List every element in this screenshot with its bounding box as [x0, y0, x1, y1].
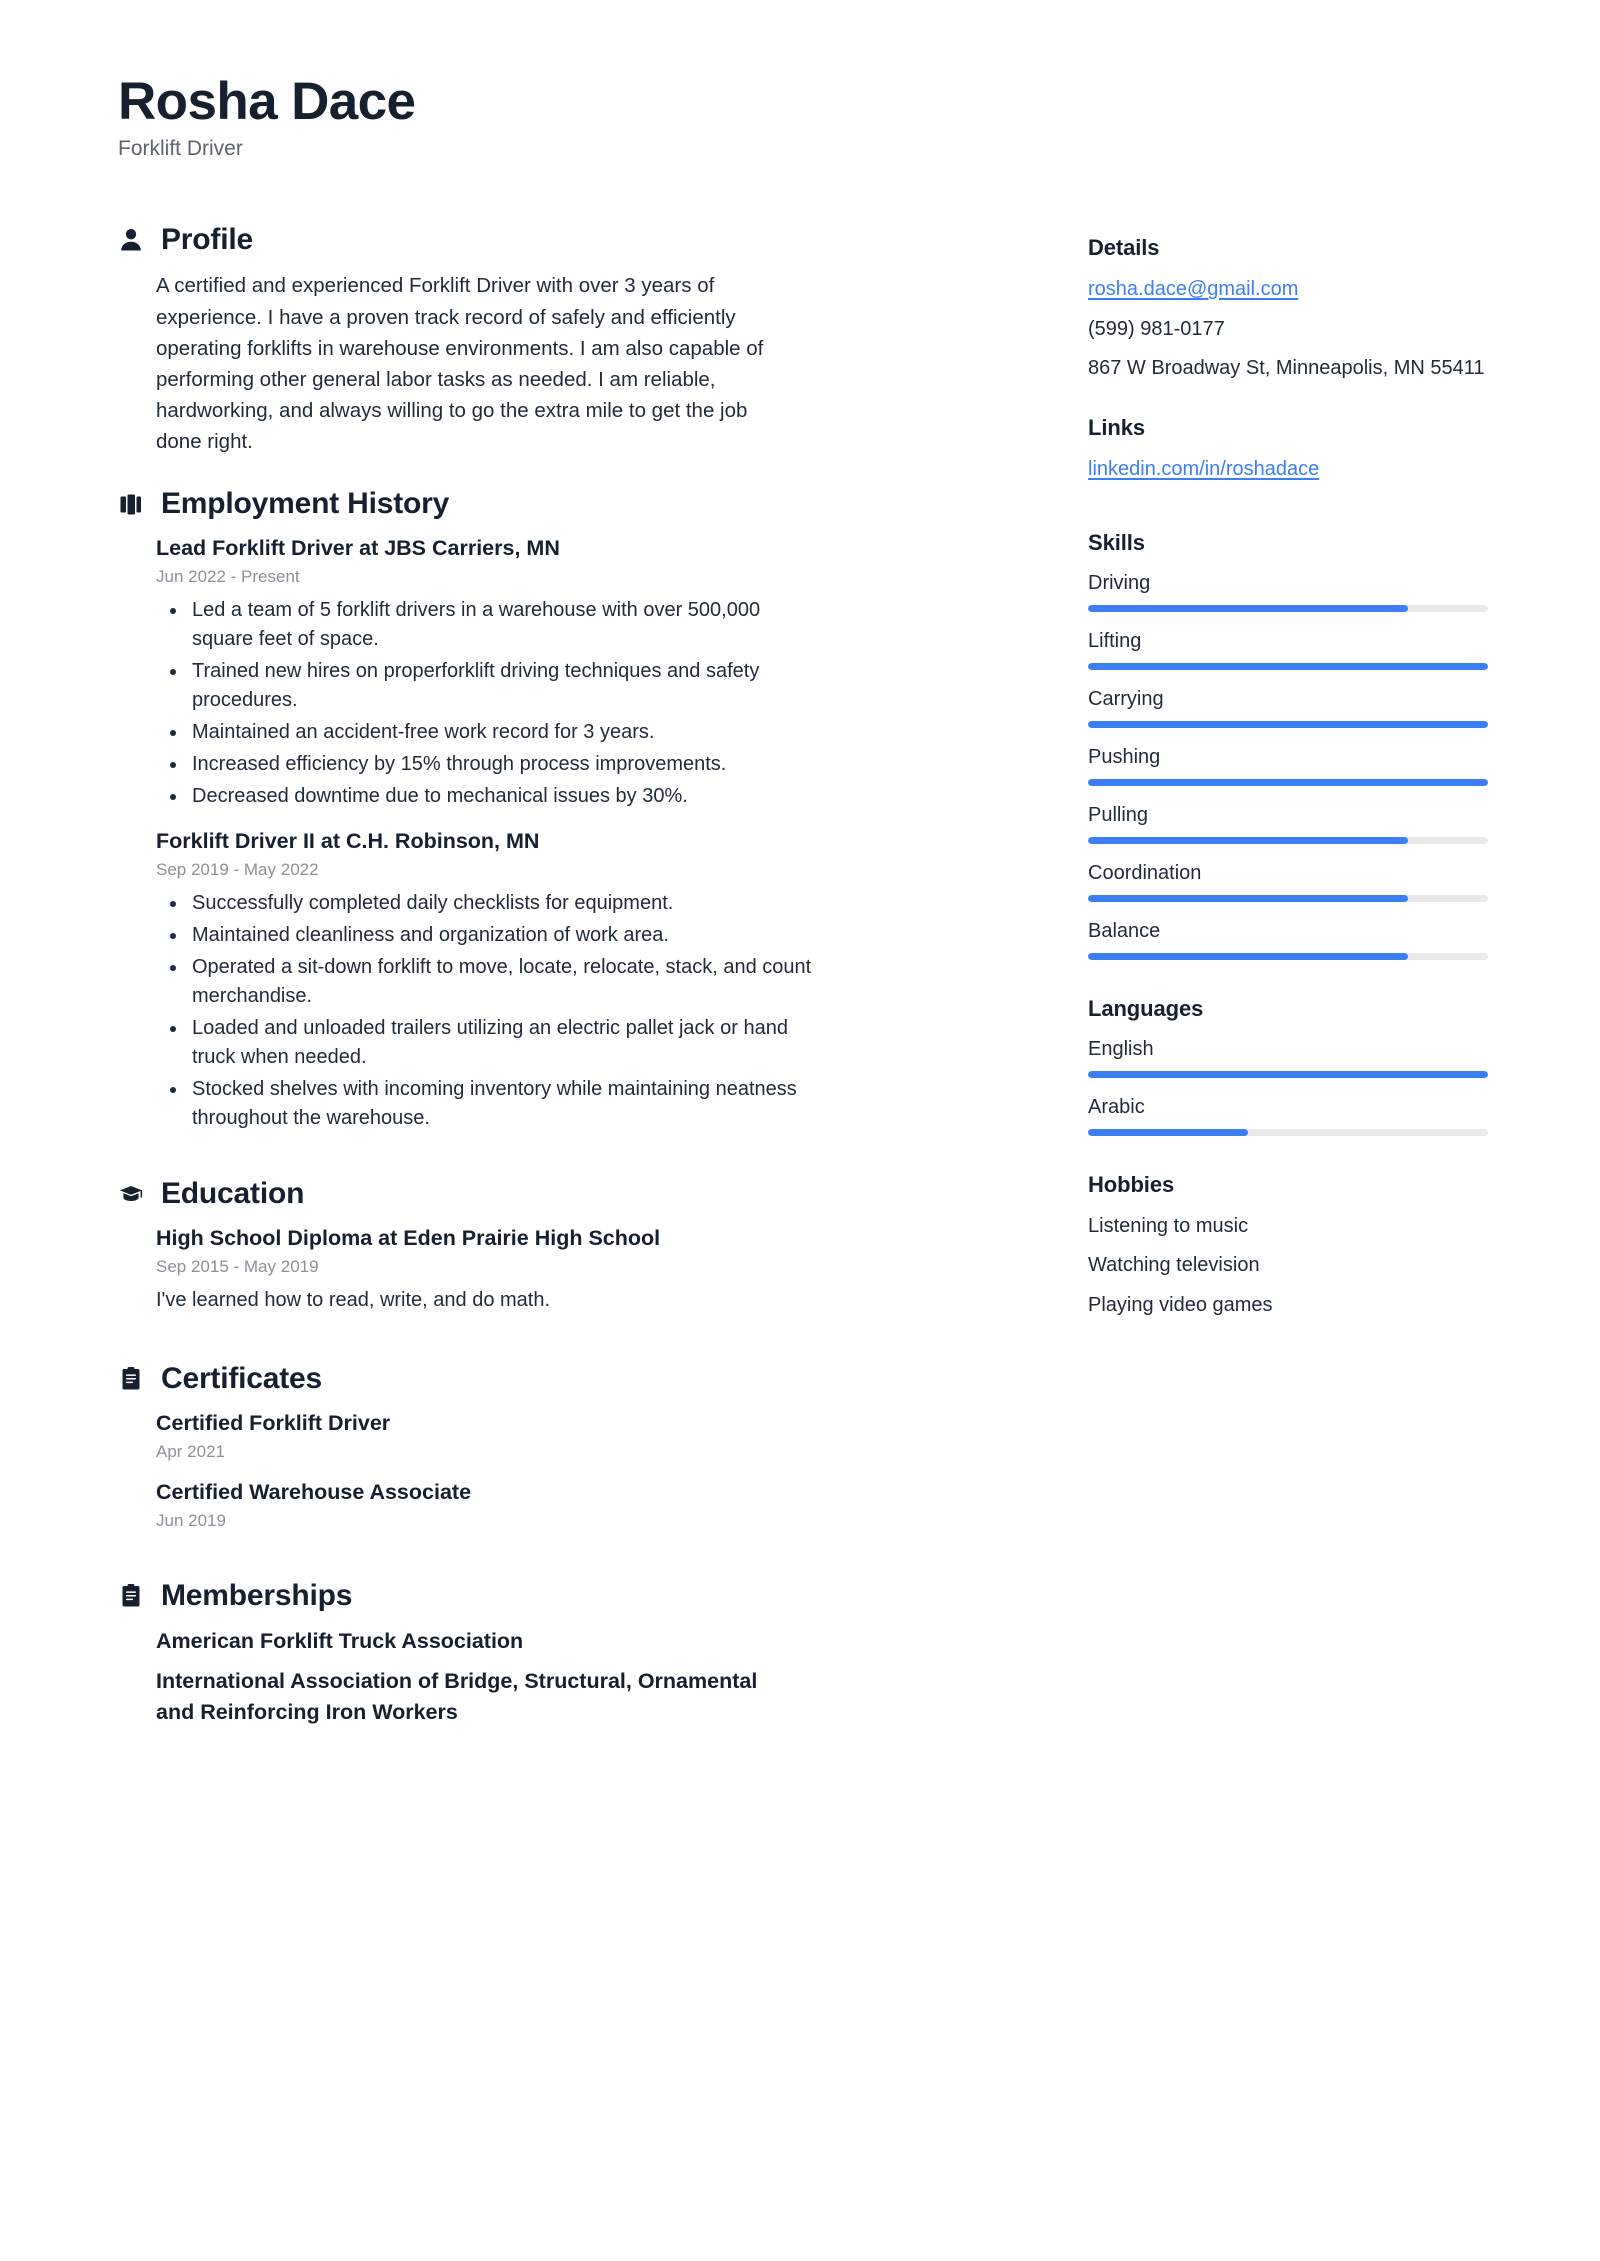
skill-bar-track	[1088, 605, 1488, 612]
skill-bar-track	[1088, 663, 1488, 670]
sidebar-section-skills	[1088, 530, 1488, 960]
section-employment-history	[118, 487, 1028, 1133]
skill-label: Pulling	[1088, 803, 1149, 826]
certificate-entry	[118, 1409, 1028, 1464]
resume-header	[118, 72, 1504, 161]
employment-date: Sep 2019 - May 2022	[156, 860, 319, 880]
skill-bar-track	[1088, 721, 1488, 728]
skill-bar-fill	[1088, 663, 1488, 670]
section-title-employment: Employment History	[161, 487, 450, 521]
job-title-subtitle: Forklift Driver	[118, 137, 243, 161]
sidebar-title-hobbies: Hobbies	[1088, 1171, 1175, 1197]
certificate-date: Apr 2021	[156, 1441, 225, 1461]
sidebar-title-languages: Languages	[1088, 995, 1204, 1021]
skill-label: Balance	[1088, 919, 1161, 942]
sidebar-section-links	[1088, 415, 1488, 494]
language-label: English	[1088, 1037, 1154, 1060]
skill-bar-track	[1088, 779, 1488, 786]
language-label: Arabic	[1088, 1095, 1145, 1118]
skill-item	[1088, 802, 1488, 844]
sidebar-title-details: Details	[1088, 235, 1160, 261]
list-item: Trained new hires on properforklift driving techniques and safety procedures.	[156, 657, 814, 715]
email-link[interactable]: rosha.dace@gmail.com	[1088, 278, 1299, 301]
employment-list	[118, 534, 1028, 1133]
education-date: Sep 2015 - May 2019	[156, 1257, 319, 1277]
skill-bar-track	[1088, 837, 1488, 844]
employment-bullets	[118, 596, 1028, 811]
resume-body	[118, 223, 1504, 1757]
person-icon	[118, 227, 144, 253]
language-bar-track	[1088, 1129, 1488, 1136]
sidebar-section-languages	[1088, 996, 1488, 1136]
profile-text: A certified and experienced Forklift Driver with over 3 years of experience. I have a proven track record of safely and efficiently operating forklifts in warehouse environments. I am also capable of performing other general labor tasks as needed. I am reliable, hardworking, and always willing to go the extra mile to get the job done right.	[156, 274, 764, 454]
skill-bar-fill	[1088, 953, 1408, 960]
page-title: Rosha Dace	[118, 72, 416, 131]
skill-bar-fill	[1088, 895, 1408, 902]
skill-item	[1088, 918, 1488, 960]
section-certificates	[118, 1362, 1028, 1533]
sidebar-title-skills: Skills	[1088, 529, 1145, 555]
language-bar-fill	[1088, 1071, 1488, 1078]
section-title-education: Education	[161, 1177, 305, 1211]
employment-entry	[118, 827, 1028, 1133]
skill-bar-fill	[1088, 721, 1488, 728]
skill-label: Coordination	[1088, 861, 1202, 884]
clipboard-icon	[118, 1365, 144, 1391]
membership-item: International Association of Bridge, Structural, Ornamental and Reinforcing Iron Workers	[156, 1669, 758, 1724]
graduation-cap-icon	[118, 1181, 144, 1207]
education-entry	[118, 1224, 1028, 1316]
language-item	[1088, 1036, 1488, 1078]
certificate-date: Jun 2019	[156, 1510, 226, 1530]
skill-bar-fill	[1088, 837, 1408, 844]
address: 867 W Broadway St, Minneapolis, MN 55411	[1088, 357, 1485, 380]
employment-entry	[118, 534, 1028, 811]
skill-bar-track	[1088, 895, 1488, 902]
linkedin-link[interactable]: linkedin.com/in/roshadace	[1088, 457, 1320, 480]
certificate-entry	[118, 1478, 1028, 1533]
section-header-profile	[118, 223, 1028, 256]
section-title-memberships: Memberships	[161, 1578, 353, 1612]
certificate-title: Certified Forklift Driver	[156, 1410, 391, 1435]
sidebar-column	[1088, 223, 1488, 1351]
language-item	[1088, 1094, 1488, 1136]
list-item: Operated a sit-down forklift to move, locate, relocate, stack, and count merchandise.	[156, 953, 814, 1011]
section-education	[118, 1177, 1028, 1316]
list-item: Loaded and unloaded trailers utilizing an electric pallet jack or hand truck when needed.	[156, 1014, 814, 1072]
section-memberships	[118, 1579, 1028, 1728]
main-column	[118, 223, 1028, 1757]
skill-item	[1088, 628, 1488, 670]
skill-bar-fill	[1088, 779, 1488, 786]
employment-date: Jun 2022 - Present	[156, 567, 300, 587]
hobby-item: Watching television	[1088, 1254, 1260, 1277]
skill-item	[1088, 860, 1488, 902]
skill-label: Pushing	[1088, 745, 1161, 768]
education-title: High School Diploma at Eden Prairie High School	[156, 1226, 661, 1251]
sidebar-section-details	[1088, 235, 1488, 382]
skill-bar-track	[1088, 953, 1488, 960]
employment-entry-heading	[118, 534, 1028, 589]
section-title-profile: Profile	[161, 223, 253, 257]
list-item: Stocked shelves with incoming inventory while maintaining neatness throughout the warehouse.	[156, 1075, 814, 1133]
sidebar-section-hobbies	[1088, 1172, 1488, 1319]
list-item: Maintained an accident-free work record for 3 years.	[156, 718, 814, 747]
education-description: I've learned how to read, write, and do math.	[156, 1289, 551, 1312]
skill-item	[1088, 686, 1488, 728]
list-item: Increased efficiency by 15% through process improvements.	[156, 750, 814, 779]
skill-bar-fill	[1088, 605, 1408, 612]
skill-label: Carrying	[1088, 687, 1164, 710]
sidebar-title-links: Links	[1088, 414, 1145, 440]
list-item: Led a team of 5 forklift drivers in a warehouse with over 500,000 square feet of space.	[156, 596, 814, 654]
phone-number: (599) 981-0177	[1088, 317, 1225, 340]
section-title-certificates: Certificates	[161, 1361, 323, 1395]
list-item: Decreased downtime due to mechanical issues by 30%.	[156, 782, 814, 811]
section-profile	[118, 223, 1028, 457]
employment-bullets	[118, 889, 1028, 1133]
section-header-employment	[118, 487, 1028, 520]
language-bar-track	[1088, 1071, 1488, 1078]
certificate-title: Certified Warehouse Associate	[156, 1479, 472, 1504]
language-bar-fill	[1088, 1129, 1248, 1136]
briefcase-icon	[118, 491, 144, 517]
skill-item	[1088, 570, 1488, 612]
employment-title: Forklift Driver II at C.H. Robinson, MN	[156, 829, 540, 854]
clipboard-icon	[118, 1582, 144, 1608]
skill-item	[1088, 744, 1488, 786]
membership-item: American Forklift Truck Association	[156, 1628, 524, 1653]
employment-title: Lead Forklift Driver at JBS Carriers, MN	[156, 536, 560, 561]
skill-label: Lifting	[1088, 629, 1142, 652]
list-item: Maintained cleanliness and organization of work area.	[156, 921, 814, 950]
skill-label: Driving	[1088, 571, 1151, 594]
list-item: Successfully completed daily checklists for equipment.	[156, 889, 814, 918]
section-header-education	[118, 1177, 1028, 1210]
hobby-item: Playing video games	[1088, 1293, 1273, 1316]
hobby-item: Listening to music	[1088, 1214, 1249, 1237]
employment-entry-heading	[118, 827, 1028, 882]
section-header-memberships	[118, 1579, 1028, 1612]
section-header-certificates	[118, 1362, 1028, 1395]
